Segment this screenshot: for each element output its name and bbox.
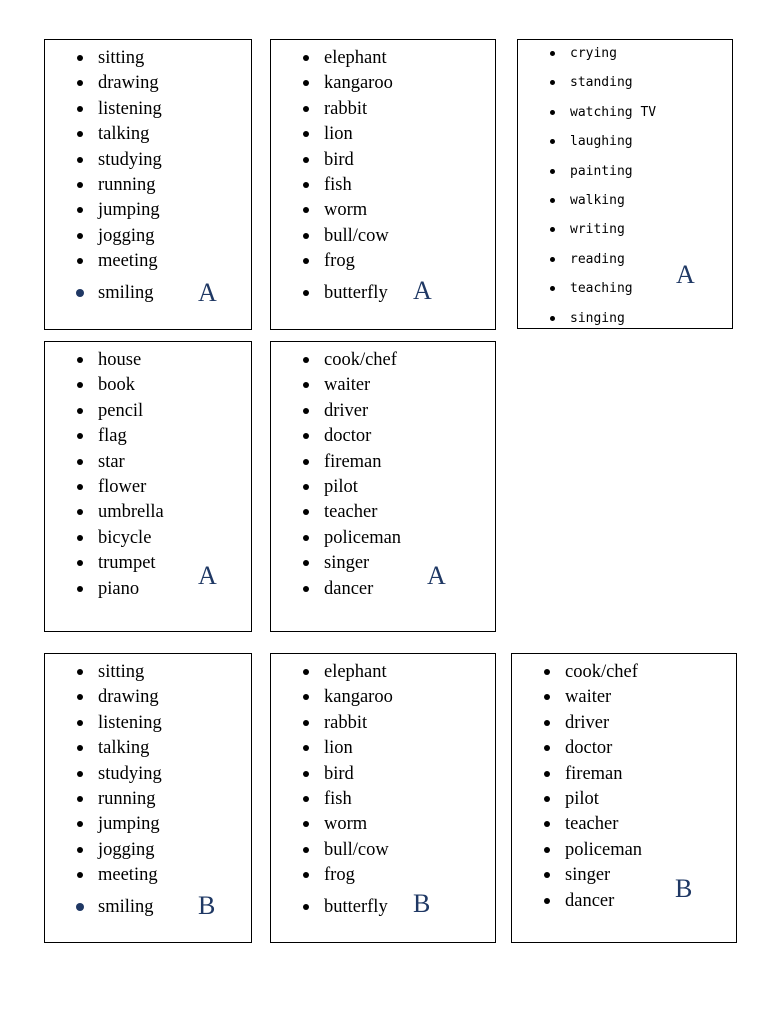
list-item: walking (550, 193, 656, 222)
list-item: writing (550, 222, 656, 251)
list-item: fireman (303, 452, 401, 477)
list-item: frog (303, 251, 393, 276)
list-item: jogging (77, 840, 162, 865)
list-item: bull/cow (303, 840, 393, 865)
list-item: flower (77, 477, 164, 502)
list-item: singer (544, 865, 642, 890)
list-item: pencil (77, 401, 164, 426)
list-item: waiter (544, 687, 642, 712)
list-item: drawing (77, 73, 162, 98)
card-jobs-a (270, 341, 496, 632)
list-item: sitting (77, 48, 162, 73)
list-item: smiling (77, 283, 162, 308)
list-item: fish (303, 789, 393, 814)
list-item: doctor (544, 738, 642, 763)
list-item: lion (303, 738, 393, 763)
list-item: butterfly (303, 283, 393, 308)
list-item: pilot (544, 789, 642, 814)
list-item: running (77, 789, 162, 814)
list-item: lion (303, 124, 393, 149)
card-objects-a (44, 341, 252, 632)
card-animals-b (270, 653, 496, 943)
list-item: frog (303, 865, 393, 890)
list-item: listening (77, 713, 162, 738)
list-item: dancer (544, 891, 642, 916)
card-jobs-b (511, 653, 737, 943)
list-item: driver (544, 713, 642, 738)
card-letter: B (198, 891, 216, 920)
list-item: bird (303, 764, 393, 789)
list-item: policeman (544, 840, 642, 865)
card-actions-mono-a (517, 39, 733, 329)
list-item: flag (77, 426, 164, 451)
list-item: kangaroo (303, 73, 393, 98)
list-item: elephant (303, 662, 393, 687)
list-item: fireman (544, 764, 642, 789)
list-item: waiter (303, 375, 401, 400)
list-item: sitting (77, 662, 162, 687)
list-item: bird (303, 150, 393, 175)
list-item: kangaroo (303, 687, 393, 712)
list-item: bicycle (77, 528, 164, 553)
list-item: bull/cow (303, 226, 393, 251)
list-item: elephant (303, 48, 393, 73)
list-item: singing (550, 311, 656, 329)
list-item: singer (303, 553, 401, 578)
list-item: reading (550, 252, 656, 281)
list-item: smiling (77, 897, 162, 922)
list-item: running (77, 175, 162, 200)
list-item: meeting (77, 251, 162, 276)
list-item: dancer (303, 579, 401, 604)
card-letter: B (413, 889, 431, 918)
list-item: jumping (77, 200, 162, 225)
list-item: house (77, 350, 164, 375)
list-item: standing (550, 75, 656, 104)
card-actions-b (44, 653, 252, 943)
card-letter: A (198, 561, 217, 590)
list-item: butterfly (303, 897, 393, 922)
list-item: jumping (77, 814, 162, 839)
list-item: teacher (544, 814, 642, 839)
list-item: teacher (303, 502, 401, 527)
list-item: rabbit (303, 713, 393, 738)
list-item: worm (303, 200, 393, 225)
card-animals-a (270, 39, 496, 330)
card-letter: A (427, 561, 446, 590)
list-item: worm (303, 814, 393, 839)
list-item: drawing (77, 687, 162, 712)
list-item: meeting (77, 865, 162, 890)
word-list (550, 46, 656, 329)
list-item: trumpet (77, 553, 164, 578)
list-item: watching TV (550, 105, 656, 134)
card-letter: B (675, 874, 693, 903)
card-letter: A (198, 278, 217, 307)
list-item: talking (77, 738, 162, 763)
list-item: rabbit (303, 99, 393, 124)
list-item: piano (77, 579, 164, 604)
card-actions-a (44, 39, 252, 330)
word-list (544, 662, 642, 916)
list-item: cook/chef (544, 662, 642, 687)
list-item: star (77, 452, 164, 477)
list-item: doctor (303, 426, 401, 451)
word-list (303, 48, 393, 308)
list-item: cook/chef (303, 350, 401, 375)
list-item: crying (550, 46, 656, 75)
list-item: umbrella (77, 502, 164, 527)
list-item: listening (77, 99, 162, 124)
list-item: fish (303, 175, 393, 200)
word-list (77, 662, 162, 922)
card-letter: A (413, 276, 432, 305)
list-item: painting (550, 164, 656, 193)
word-list (77, 48, 162, 308)
list-item: laughing (550, 134, 656, 163)
list-item: book (77, 375, 164, 400)
list-item: talking (77, 124, 162, 149)
list-item: jogging (77, 226, 162, 251)
list-item: driver (303, 401, 401, 426)
list-item: pilot (303, 477, 401, 502)
list-item: studying (77, 764, 162, 789)
list-item: policeman (303, 528, 401, 553)
list-item: studying (77, 150, 162, 175)
word-list (77, 350, 164, 604)
card-letter: A (676, 260, 695, 289)
list-item: teaching (550, 281, 656, 310)
word-list (303, 662, 393, 922)
word-list (303, 350, 401, 604)
